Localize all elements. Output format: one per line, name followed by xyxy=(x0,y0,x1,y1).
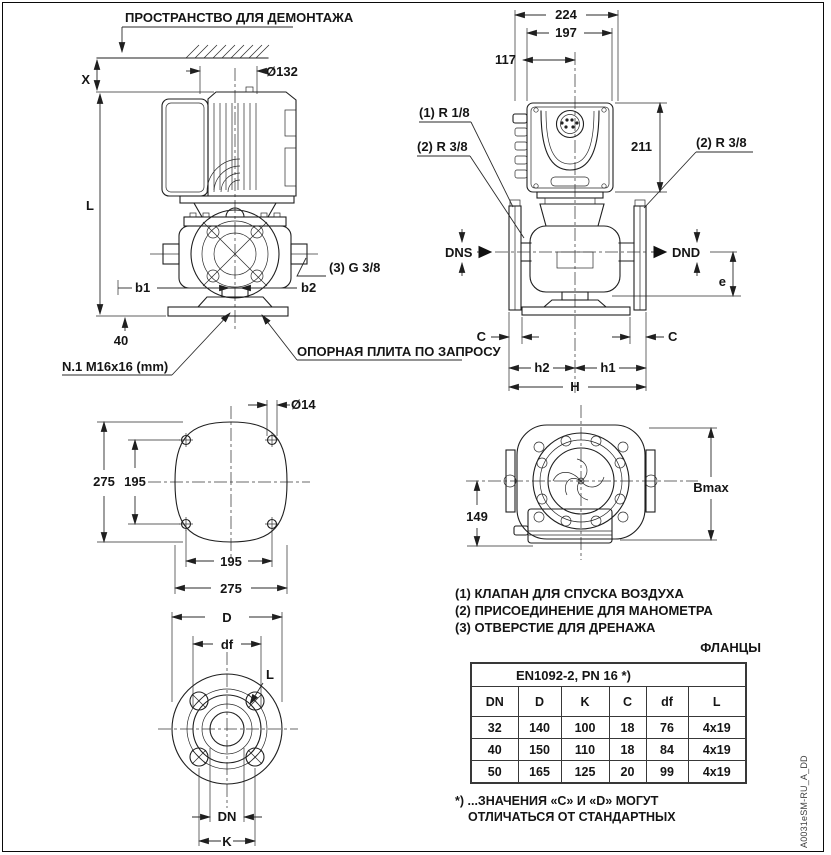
table-row: 32 140 100 18 76 4x19 xyxy=(471,717,746,739)
dim-k: K xyxy=(222,834,232,849)
dim-l-bolt: L xyxy=(266,667,274,682)
drain-port-label: (3) G 3/8 xyxy=(329,260,381,275)
dim-275-v: 275 xyxy=(93,474,115,489)
pump-side xyxy=(150,203,318,316)
flange-standard: EN1092-2, PN 16 *) xyxy=(471,663,746,687)
col-df: df xyxy=(646,687,688,717)
top-view xyxy=(466,405,729,560)
dim-275-h: 275 xyxy=(220,581,242,596)
dim-224: 224 xyxy=(555,7,577,22)
pump-front xyxy=(509,200,646,315)
table-header-row xyxy=(471,687,746,717)
note-air-valve: (1) КЛАПАН ДЛЯ СПУСКА ВОЗДУХА xyxy=(455,586,684,601)
dim-40: 40 xyxy=(113,333,129,348)
vent-label: (1) R 1/8 xyxy=(419,105,470,120)
plate-view xyxy=(93,397,316,596)
dim-bmax: Bmax xyxy=(693,480,729,495)
dim-df: df xyxy=(220,637,234,652)
motor-side xyxy=(162,87,296,203)
col-k: K xyxy=(561,687,609,717)
dim-b2: b2 xyxy=(301,280,317,295)
col-dn: DN xyxy=(471,687,518,717)
dim-e: e xyxy=(718,274,726,289)
dim-195-h: 195 xyxy=(220,554,242,569)
dim-b1: b1 xyxy=(135,280,151,295)
table-row: 50 165 125 20 99 4x19 xyxy=(471,761,746,784)
dim-dia14: Ø14 xyxy=(291,397,316,412)
gauge-right-label: (2) R 3/8 xyxy=(696,135,747,150)
flange-view xyxy=(158,610,298,849)
note-drain-hole: (3) ОТВЕРСТИЕ ДЛЯ ДРЕНАЖА xyxy=(455,620,656,635)
dim-x: X xyxy=(81,72,90,87)
flange-table xyxy=(470,662,747,784)
dim-c-left: C xyxy=(476,329,486,344)
dim-h2: h2 xyxy=(534,360,550,375)
flanges-title: ФЛАНЦЫ xyxy=(700,640,761,655)
table-footnote xyxy=(455,793,676,825)
dns-label: DNS xyxy=(445,245,473,260)
dim-dia132: Ø132 xyxy=(266,64,298,79)
table-row: 40 150 110 18 84 4x19 xyxy=(471,739,746,761)
dim-d: D xyxy=(222,610,232,625)
dim-h: H xyxy=(570,379,580,394)
dim-149: 149 xyxy=(466,509,488,524)
dnd-label: DND xyxy=(672,245,701,260)
ceiling-hatch xyxy=(186,45,269,58)
dim-211: 211 xyxy=(631,139,652,154)
dim-117: 117 xyxy=(495,52,516,67)
dim-l: L xyxy=(86,198,94,213)
front-view xyxy=(417,7,753,394)
drive-box xyxy=(513,103,613,204)
gauge-left-label: (2) R 3/8 xyxy=(417,139,468,154)
legend-notes xyxy=(455,585,713,636)
dim-dn: DN xyxy=(217,809,237,824)
document-code: A0031eSM-RU_A_DD xyxy=(799,755,809,848)
support-plate-label: ОПОРНАЯ ПЛИТА ПО ЗАПРОСУ xyxy=(297,344,501,359)
footnote-line2: ОТЛИЧАТЬСЯ ОТ СТАНДАРТНЫХ xyxy=(468,810,676,824)
impeller-vanes xyxy=(553,459,604,500)
dim-c-right: C xyxy=(668,329,678,344)
col-c: C xyxy=(609,687,646,717)
footnote-line1: *) ...ЗНАЧЕНИЯ «С» И «D» МОГУТ xyxy=(455,794,659,808)
col-l: L xyxy=(688,687,746,717)
removal-space-label: ПРОСТРАНСТВО ДЛЯ ДЕМОНТАЖА xyxy=(125,10,354,25)
dim-h1: h1 xyxy=(600,360,616,375)
dim-195-v: 195 xyxy=(124,474,146,489)
col-d: D xyxy=(518,687,561,717)
note-gauge-connection: (2) ПРИСОЕДИНЕНИЕ ДЛЯ МАНОМЕТРА xyxy=(455,603,713,618)
dim-197: 197 xyxy=(555,25,577,40)
side-view xyxy=(62,10,502,375)
anchor-label: N.1 M16x16 (mm) xyxy=(62,359,169,374)
